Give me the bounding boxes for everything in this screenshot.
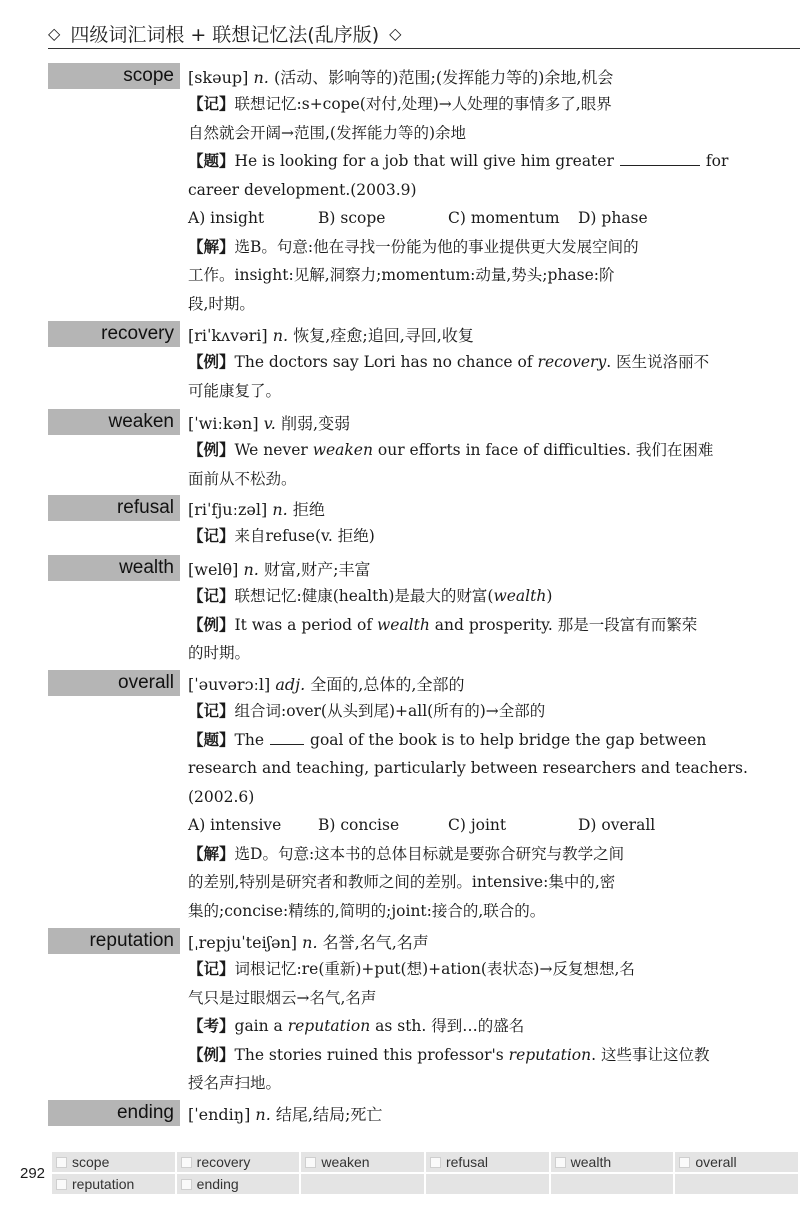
line-text: 来自refuse(v. 拒绝) [234, 527, 375, 545]
review-cell [177, 1174, 302, 1196]
text-line [188, 290, 748, 319]
entry-headline [48, 320, 748, 348]
entry-headline [48, 408, 748, 436]
review-word: scope [72, 1154, 110, 1170]
line-text: (2002.6) [188, 787, 255, 806]
section-tag: 【记】 [188, 586, 235, 605]
text-line [188, 261, 748, 290]
review-word: weaken [321, 1154, 370, 1170]
part-of-speech: n. [253, 67, 269, 87]
section-tag: 【题】 [188, 151, 235, 170]
checkbox-icon [56, 1179, 67, 1190]
line-text: The [234, 730, 265, 749]
definition [188, 411, 350, 434]
entry-body [188, 348, 748, 405]
section-tag: 【考】 [188, 1016, 235, 1035]
option-c: C) joint [448, 816, 507, 834]
line-text: 联想记忆:s+cope(对付,处理)→人处理的事情多了,眼界 [234, 95, 612, 113]
text-line [188, 436, 748, 465]
text-line [188, 90, 748, 119]
text-line [188, 348, 748, 377]
phonetic: [riˈkʌvəri] [188, 325, 268, 345]
phonetic: [ˈwiːkən] [188, 413, 259, 433]
text-line [188, 119, 748, 148]
checkbox-icon [679, 1157, 690, 1168]
meaning: 削弱,变弱 [280, 413, 351, 433]
section-tag: 【解】 [188, 236, 235, 256]
part-of-speech: n. [272, 325, 289, 345]
page-number: 292 [20, 1165, 46, 1182]
diamond-icon: ◇ [48, 23, 61, 43]
review-cell [52, 1174, 177, 1196]
fill-in-blank [620, 151, 700, 166]
part-of-speech: n. [255, 1104, 271, 1124]
section-tag: 【记】 [188, 959, 235, 978]
review-cell [551, 1174, 676, 1196]
option-a: A) insight [188, 209, 265, 227]
line-text: He is looking for a job that will give him greater [234, 152, 614, 170]
entry-body [188, 697, 748, 925]
text-line [188, 840, 748, 869]
review-cell [675, 1152, 800, 1174]
text-line [188, 611, 748, 640]
option-c: C) momentum [448, 209, 560, 227]
text-line [188, 868, 748, 897]
line-text: 自然就会开阔→范围,(发挥能力等的)余地 [188, 123, 467, 142]
line-text: The doctors say Lori has no chance of recovery. 医生说洛丽不 [234, 353, 710, 371]
part-of-speech: n. [272, 499, 288, 519]
review-word: overall [695, 1154, 737, 1170]
phonetic: [skəup] [188, 67, 249, 87]
entry-headline [48, 927, 748, 955]
part-of-speech: n. [243, 559, 259, 579]
line-text: gain a reputation as sth. 得到…的盛名 [234, 1017, 525, 1035]
option-b: B) scope [318, 209, 386, 227]
entry-headline [48, 554, 748, 582]
section-tag: 【记】 [188, 701, 235, 720]
review-cell [551, 1152, 676, 1174]
meaning: (活动、影响等的)范围;(发挥能力等的)余地,机会 [273, 67, 614, 87]
review-cell [177, 1152, 302, 1174]
review-cell [52, 1152, 177, 1174]
text-line [188, 639, 748, 668]
section-tag: 【例】 [188, 352, 235, 371]
part-of-speech: adj. [275, 674, 306, 694]
headword: reputation [48, 928, 180, 954]
entry-wealth [48, 554, 748, 668]
line-text: 选D。句意:这本书的总体目标就是要弥合研究与教学之间 [234, 844, 625, 863]
line-text: 工作。insight:见解,洞察力;momentum:动量,势头;phase:阶 [188, 266, 615, 284]
review-cell [301, 1174, 426, 1196]
definition [188, 930, 429, 953]
definition [188, 672, 464, 695]
fill-in-blank [270, 730, 304, 745]
text-line [188, 726, 748, 755]
line-text: 授名声扫地。 [188, 1074, 282, 1092]
definition [188, 323, 474, 346]
text-line [188, 697, 748, 726]
phonetic: [ˈendiŋ] [188, 1104, 251, 1124]
text-line [188, 955, 748, 984]
line-text-after-blank: goal of the book is to help bridge the gap between [310, 730, 707, 749]
headword: ending [48, 1100, 180, 1126]
running-header [48, 18, 401, 48]
review-cell [301, 1152, 426, 1174]
entry-body [188, 90, 748, 318]
line-text: 气只是过眼烟云→名气,名声 [188, 988, 377, 1007]
phonetic: [ˈəuvərɔːl] [188, 674, 271, 694]
text-line [188, 147, 748, 176]
review-word: refusal [445, 1154, 489, 1170]
text-line [188, 377, 748, 406]
line-text: 面前从不松劲。 [188, 469, 297, 488]
section-tag: 【解】 [188, 843, 235, 863]
answer-options [188, 811, 748, 840]
entry-reputation [48, 927, 748, 1098]
entry-headline [48, 62, 748, 90]
checkbox-icon [56, 1157, 67, 1168]
headword: overall [48, 670, 180, 696]
meaning: 全面的,总体的,全部的 [310, 674, 465, 694]
entry-body [188, 582, 748, 668]
text-line [188, 1041, 748, 1070]
entry-headline [48, 1099, 748, 1127]
section-tag: 【记】 [188, 94, 235, 113]
definition [188, 557, 370, 580]
part-of-speech: v. [263, 413, 276, 433]
review-cell [426, 1174, 551, 1196]
entry-ending [48, 1099, 748, 1127]
headword: wealth [48, 555, 180, 581]
phonetic: [riˈfjuːzəl] [188, 499, 268, 519]
text-line [188, 754, 748, 783]
meaning: 结尾,结局;死亡 [275, 1104, 383, 1124]
text-line [188, 1012, 748, 1041]
entry-scope [48, 62, 748, 318]
line-text: 段,时期。 [188, 294, 255, 313]
line-text: 组合词:over(从头到尾)+all(所有的)→全部的 [234, 702, 546, 720]
checkbox-icon [181, 1179, 192, 1190]
meaning: 名誉,名气,名声 [322, 932, 429, 952]
option-a: A) intensive [188, 816, 282, 834]
text-line [188, 233, 748, 262]
review-cell [675, 1174, 800, 1196]
line-text: career development.(2003.9) [188, 180, 417, 199]
phonetic: [ˌrepjuˈteiʃən] [188, 932, 298, 952]
entry-headline [48, 669, 748, 697]
line-text-after-blank: for [705, 152, 729, 170]
review-word: reputation [72, 1176, 135, 1192]
headword: refusal [48, 495, 180, 521]
line-text: 的差别,特别是研究者和教师之间的差别。intensive:集中的,密 [188, 873, 616, 891]
text-line [188, 465, 748, 494]
section-tag: 【记】 [188, 526, 235, 545]
part-of-speech: n. [302, 932, 318, 952]
diamond-icon: ◇ [389, 23, 402, 43]
option-b: B) concise [318, 816, 400, 834]
entry-headline [48, 494, 748, 522]
checkbox-icon [305, 1157, 316, 1168]
text-line [188, 582, 748, 611]
text-line [188, 897, 748, 926]
review-cell [426, 1152, 551, 1174]
option-d: D) overall [578, 816, 656, 834]
meaning: 财富,财产;丰富 [263, 559, 371, 579]
line-text: The stories ruined this professor's reputation. 这些事让这位教 [234, 1045, 710, 1064]
meaning: 拒绝 [292, 499, 325, 519]
option-d: D) phase [578, 209, 648, 227]
line-text: 联想记忆:健康(health)是最大的财富(wealth) [234, 587, 553, 605]
section-tag: 【例】 [188, 614, 235, 634]
checkbox-icon [555, 1157, 566, 1168]
entry-body [188, 436, 748, 493]
line-text: 词根记忆:re(重新)+put(想)+ation(表状态)→反复想想,名 [234, 960, 635, 978]
headword: recovery [48, 321, 180, 347]
entry-refusal [48, 494, 748, 551]
text-line [188, 176, 748, 205]
meaning: 恢复,痊愈;追回,寻回,收复 [293, 325, 474, 345]
entry-body [188, 522, 748, 551]
text-line [188, 522, 748, 551]
header-rule [48, 48, 800, 49]
line-text: It was a period of wealth and prosperity. 那是一段富有而繁荣 [234, 615, 698, 634]
headword: weaken [48, 409, 180, 435]
entry-recovery [48, 320, 748, 405]
line-text: 的时期。 [188, 644, 251, 662]
review-checklist [52, 1152, 800, 1196]
review-word: ending [196, 1176, 239, 1192]
section-tag: 【例】 [188, 440, 235, 459]
line-text: 可能康复了。 [188, 381, 282, 400]
definition [188, 65, 613, 88]
line-text: research and teaching, particularly between researchers and teachers. [188, 759, 748, 777]
definition [188, 1102, 382, 1125]
text-line [188, 1069, 748, 1098]
checkbox-icon [430, 1157, 441, 1168]
entry-overall [48, 669, 748, 925]
review-word: wealth [570, 1154, 612, 1170]
checkbox-icon [181, 1157, 192, 1168]
line-text: 选B。句意:他在寻找一份能为他的事业提供更大发展空间的 [234, 237, 639, 256]
review-word: recovery [196, 1154, 251, 1170]
answer-options [188, 204, 748, 233]
line-text: We never weaken our efforts in face of difficulties. 我们在困难 [234, 441, 714, 459]
header-title: 四级词汇词根 + 联想记忆法(乱序版) [70, 23, 380, 46]
entry-body [188, 955, 748, 1098]
section-tag: 【例】 [188, 1044, 235, 1064]
phonetic: [welθ] [188, 559, 239, 579]
line-text: 集的;concise:精练的,简明的;joint:接合的,联合的。 [188, 901, 546, 920]
headword: scope [48, 63, 180, 89]
text-line [188, 984, 748, 1013]
definition [188, 497, 325, 520]
entry-weaken [48, 408, 748, 493]
section-tag: 【题】 [188, 729, 235, 749]
text-line [188, 783, 748, 812]
